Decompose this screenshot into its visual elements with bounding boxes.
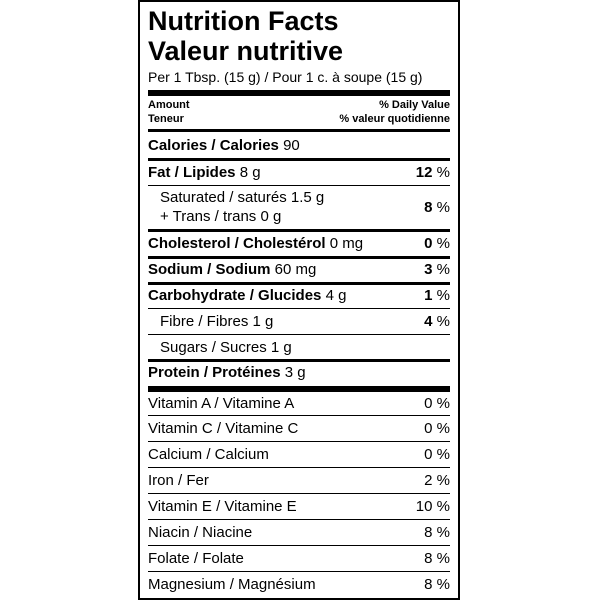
calories-label: Calories / Calories bbox=[148, 137, 279, 154]
divider-thick bbox=[148, 386, 450, 392]
divider-thin bbox=[148, 571, 450, 572]
vitamin-row bbox=[148, 550, 450, 568]
header-teneur: Teneur bbox=[148, 113, 184, 125]
vitamin-label: Iron / Fer bbox=[148, 472, 209, 489]
fibre-row bbox=[148, 313, 450, 331]
title-english: Nutrition Facts bbox=[148, 6, 339, 36]
saturated-percent: 8 % bbox=[424, 199, 450, 216]
protein-value: 3 g bbox=[284, 364, 306, 381]
divider-thick bbox=[148, 90, 450, 96]
fibre-percent: 4 % bbox=[424, 313, 450, 330]
vitamin-label: Vitamin A / Vitamine A bbox=[148, 395, 295, 412]
fat-value: 8 g bbox=[239, 164, 261, 181]
vitamin-label: Folate / Folate bbox=[148, 550, 244, 567]
sodium-value: 60 mg bbox=[274, 261, 317, 278]
header-daily-value: % Daily Value bbox=[379, 99, 450, 111]
trans-label: + Trans / trans 0 g bbox=[160, 208, 282, 225]
fat-row bbox=[148, 164, 450, 182]
vitamin-percent: 10 % bbox=[415, 498, 450, 515]
vitamin-row bbox=[148, 576, 450, 594]
label-inner bbox=[148, 2, 450, 598]
protein-label: Protein / Protéines bbox=[148, 364, 281, 381]
vitamin-label: Niacin / Niacine bbox=[148, 524, 253, 541]
vitamin-percent: 8 % bbox=[424, 550, 450, 567]
divider-thin bbox=[148, 308, 450, 309]
divider-thin bbox=[148, 415, 450, 416]
cholesterol-label: Cholesterol / Cholestérol bbox=[148, 235, 326, 252]
fat-label: Fat / Lipides bbox=[148, 164, 236, 181]
divider-thin bbox=[148, 441, 450, 442]
vitamin-row bbox=[148, 420, 450, 438]
sodium-label: Sodium / Sodium bbox=[148, 261, 271, 278]
carbohydrate-percent: 1 % bbox=[424, 287, 450, 304]
calories-row bbox=[148, 137, 450, 155]
vitamin-label: Vitamin C / Vitamine C bbox=[148, 420, 299, 437]
calories-value: 90 bbox=[283, 137, 300, 154]
vitamin-label: Magnesium / Magnésium bbox=[148, 576, 316, 593]
vitamin-row bbox=[148, 395, 450, 413]
divider-medium bbox=[148, 229, 450, 232]
vitamin-percent: 0 % bbox=[424, 395, 450, 412]
vitamin-row bbox=[148, 472, 450, 490]
vitamin-row bbox=[148, 446, 450, 464]
divider-medium bbox=[148, 359, 450, 362]
sodium-row bbox=[148, 261, 450, 279]
cholesterol-percent: 0 % bbox=[424, 235, 450, 252]
divider-medium bbox=[148, 158, 450, 161]
sodium-percent: 3 % bbox=[424, 261, 450, 278]
vitamin-label: Vitamin E / Vitamine E bbox=[148, 498, 297, 515]
divider-thin bbox=[148, 493, 450, 494]
carbohydrate-row bbox=[148, 287, 450, 305]
saturated-trans-row bbox=[148, 188, 450, 226]
fibre-label: Fibre / Fibres 1 g bbox=[160, 313, 274, 330]
header-valeur-quotidienne: % valeur quotidienne bbox=[339, 113, 450, 125]
vitamin-row bbox=[148, 498, 450, 516]
fat-percent: 12 % bbox=[415, 164, 450, 181]
divider-thin bbox=[148, 185, 450, 186]
vitamin-label: Calcium / Calcium bbox=[148, 446, 269, 463]
vitamin-row bbox=[148, 524, 450, 542]
vitamin-percent: 8 % bbox=[424, 524, 450, 541]
vitamin-percent: 2 % bbox=[424, 472, 450, 489]
vitamin-percent: 0 % bbox=[424, 420, 450, 437]
title-french: Valeur nutritive bbox=[148, 36, 344, 66]
serving-size: Per 1 Tbsp. (15 g) / Pour 1 c. à soupe (15 g) bbox=[148, 69, 423, 85]
sugars-row bbox=[148, 339, 450, 357]
divider-medium bbox=[148, 282, 450, 285]
nutrition-facts-label bbox=[138, 0, 460, 600]
cholesterol-value: 0 mg bbox=[329, 235, 364, 252]
divider-thin bbox=[148, 519, 450, 520]
protein-row bbox=[148, 364, 450, 382]
header-amount: Amount bbox=[148, 99, 190, 111]
carbohydrate-value: 4 g bbox=[325, 287, 347, 304]
vitamin-percent: 0 % bbox=[424, 446, 450, 463]
divider-medium bbox=[148, 129, 450, 132]
vitamin-percent: 8 % bbox=[424, 576, 450, 593]
divider-thin bbox=[148, 467, 450, 468]
divider-medium bbox=[148, 256, 450, 259]
cholesterol-row bbox=[148, 235, 450, 253]
sugars-label: Sugars / Sucres 1 g bbox=[160, 339, 292, 356]
saturated-label: Saturated / saturés 1.5 g bbox=[160, 189, 325, 206]
divider-thin bbox=[148, 545, 450, 546]
divider-thin bbox=[148, 334, 450, 335]
carbohydrate-label: Carbohydrate / Glucides bbox=[148, 287, 322, 304]
